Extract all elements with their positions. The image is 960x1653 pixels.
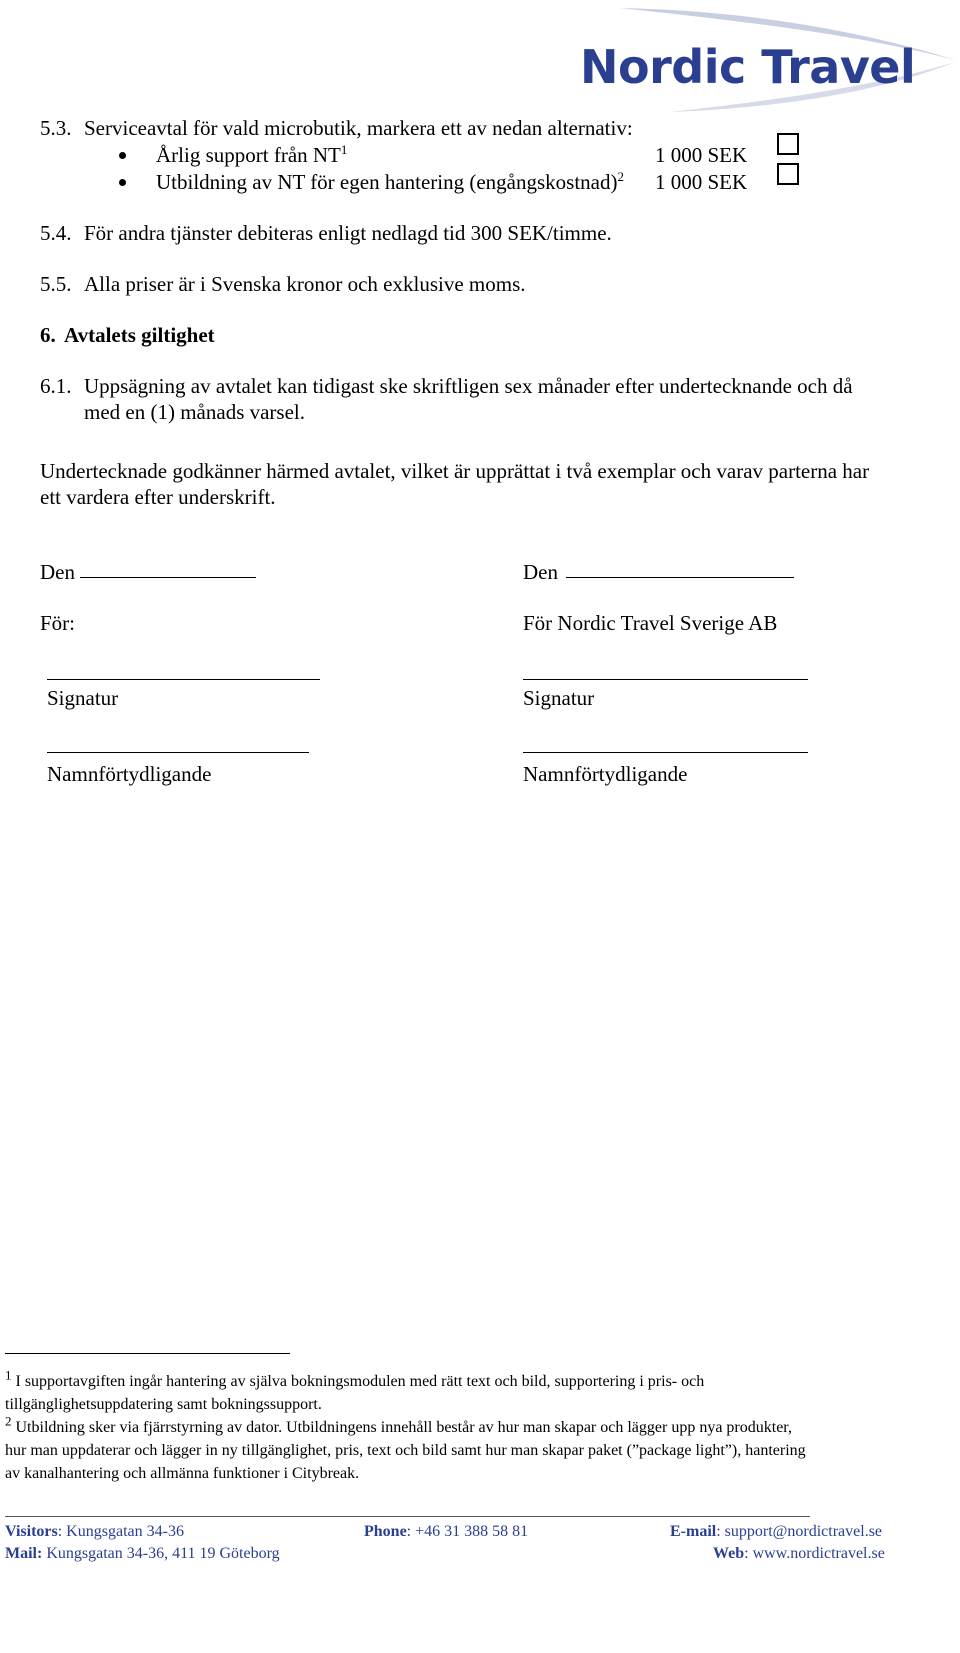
footnote-separator bbox=[5, 1353, 290, 1354]
section-number: 5.3. bbox=[40, 116, 72, 140]
footnote-number: 1 bbox=[5, 1367, 12, 1383]
left-date-label: Den bbox=[40, 560, 75, 584]
footnote-1-line2: tillgänglighetsuppdatering samt bokningssupport. bbox=[5, 1396, 322, 1413]
bullet-icon bbox=[119, 152, 126, 159]
footer-phone: Phone: +46 31 388 58 81 bbox=[364, 1523, 529, 1540]
right-signature-line[interactable] bbox=[523, 679, 808, 680]
left-party-label: För: bbox=[40, 611, 76, 635]
option-2-label: Utbildning av NT för egen hantering (engångskostnad)$^2$ bbox=[156, 169, 624, 194]
left-signature-label: Signatur bbox=[47, 686, 119, 710]
footnote-number: 2 bbox=[5, 1413, 12, 1429]
footnote-2: $^2$ Utbildning sker via fjärrstyrning av dator. Utbildningens innehåll består av hur man skapar och lägger upp nya produkter, bbox=[5, 1413, 792, 1436]
footer-rule bbox=[5, 1516, 810, 1517]
right-party-label: För Nordic Travel Sverige AB bbox=[523, 611, 778, 635]
option-1-price: 1 000 SEK bbox=[655, 143, 748, 167]
right-name-label: Namnförtydligande bbox=[523, 762, 688, 786]
footnote-2-line2: hur man uppdaterar och lägger in ny tillgänglighet, pris, text och bild samt hur man skapar paket (”package light”), hantering bbox=[5, 1442, 806, 1459]
option-2-checkbox[interactable] bbox=[777, 163, 799, 185]
section-6-1: 6.1. Uppsägning av avtalet kan tidigast ske skriftligen sex månader efter undertecknande och då bbox=[40, 374, 853, 398]
left-name-line[interactable] bbox=[47, 752, 309, 753]
right-name-line[interactable] bbox=[523, 752, 808, 753]
footer-visitors: Visitors: Kungsgatan 34-36 bbox=[5, 1523, 184, 1540]
section-title: Serviceavtal för vald microbutik, markera ett av nedan alternativ: bbox=[84, 116, 633, 140]
bullet-icon bbox=[119, 179, 126, 186]
option-1-checkbox[interactable] bbox=[777, 133, 799, 155]
left-name-label: Namnförtydligande bbox=[47, 762, 212, 786]
section-5-4: 5.4. För andra tjänster debiteras enligt nedlagd tid 300 SEK/timme. bbox=[40, 221, 612, 245]
footnote-2-line3: av kanalhantering och allmänna funktioner i Citybreak. bbox=[5, 1465, 360, 1482]
right-signature-label: Signatur bbox=[523, 686, 595, 710]
footnote-1: $^1$ I supportavgiften ingår hantering av själva bokningsmodulen med rätt text och bild, supportering i pris- och bbox=[5, 1367, 705, 1390]
company-logo bbox=[560, 0, 960, 120]
right-date-line[interactable] bbox=[566, 577, 794, 578]
agreement-line1: Undertecknade godkänner härmed avtalet, vilket är upprättat i två exemplar och varav parterna har bbox=[40, 459, 870, 483]
option-2-price: 1 000 SEK bbox=[655, 170, 748, 194]
right-date-label: Den bbox=[523, 560, 558, 584]
footnote-ref: 2 bbox=[617, 169, 624, 184]
footer-email[interactable]: E-mail: support@nordictravel.se bbox=[670, 1523, 883, 1540]
section-5-3-heading bbox=[40, 116, 633, 140]
footer-mail: Mail: Kungsgatan 34-36, 411 19 Göteborg bbox=[5, 1545, 280, 1562]
option-1-label: Årlig support från $NT^1$ bbox=[156, 142, 348, 167]
section-6-1-line2: med en (1) månads varsel. bbox=[84, 400, 306, 424]
left-date-line[interactable] bbox=[80, 577, 256, 578]
left-signature-line[interactable] bbox=[47, 679, 320, 680]
logo-text: Nordic Travel bbox=[580, 40, 916, 94]
footer-web[interactable]: Web: www.nordictravel.se bbox=[713, 1545, 885, 1562]
footnote-ref: 1 bbox=[340, 142, 348, 157]
section-6-heading: 6. Avtalets giltighet bbox=[40, 323, 215, 347]
section-5-5: 5.5. Alla priser är i Svenska kronor och exklusive moms. bbox=[40, 272, 526, 296]
agreement-line2: ett vardera efter underskrift. bbox=[40, 485, 276, 509]
